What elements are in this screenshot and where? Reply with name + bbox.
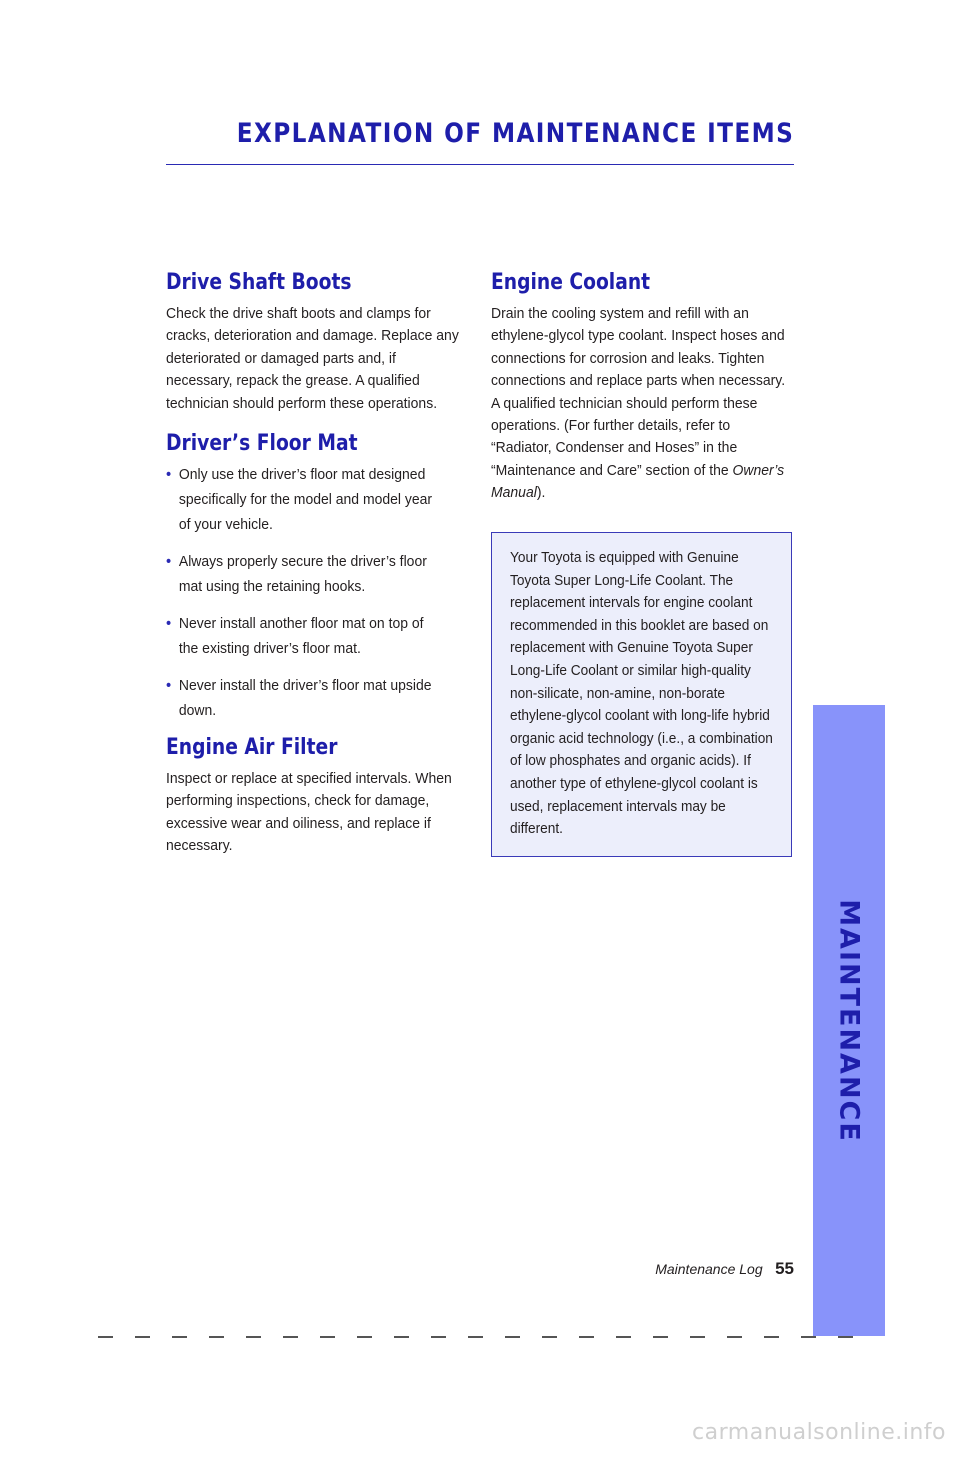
- bullet-icon: •: [166, 677, 172, 695]
- air-filter-text: Inspect or replace at specified intervals. When performing inspections, check for damage, excessive wear and oiliness, and replace if necessary.: [166, 770, 452, 855]
- right-column: [491, 270, 795, 505]
- list-item: • Never install another floor mat on top of the existing driver’s floor mat.: [166, 611, 446, 661]
- drive-shaft-text: Check the drive shaft boots and clamps for cracks, deterioration and damage. Replace any deteriorated or damaged parts and, if necessary, repack the grease. A qualified technician should perform these operations.: [166, 305, 459, 412]
- coolant-heading: Engine Coolant: [491, 270, 651, 295]
- left-column: [166, 270, 466, 858]
- watermark: carmanualsonline.info: [692, 1420, 946, 1445]
- coolant-section: [491, 270, 795, 505]
- manual-title: Owner’s Manual: [491, 461, 785, 502]
- page-footer: [655, 1259, 794, 1279]
- coolant-text: Drain the cooling system and refill with an ethylene-glycol type coolant. Inspect hoses and connections for corrosion and leaks. Tighten connections and replace parts when necessary. A qualified technician should perform these operations. (For further details, refer to “Radiator, Condenser and Hoses” in the “Maintenance and Care” section of the Owner’s Manual).: [491, 305, 786, 502]
- side-tab-label: MAINTENANCE: [833, 898, 865, 1143]
- drive-shaft-heading: Drive Shaft Boots: [166, 270, 352, 295]
- bullet-icon: •: [166, 615, 172, 633]
- section-side-tab: [813, 705, 885, 1336]
- footer-label: Maintenance Log: [655, 1261, 763, 1277]
- floor-mat-heading: Driver’s Floor Mat: [166, 431, 358, 457]
- air-filter-section: [166, 735, 466, 858]
- coolant-note-box: [491, 532, 792, 857]
- air-filter-heading: Engine Air Filter: [166, 735, 338, 761]
- title-rule: [166, 164, 794, 165]
- coolant-note-text: Your Toyota is equipped with Genuine Toyota Super Long-Life Coolant. The replacement intervals for engine coolant recommended in this booklet are based on replacement with Genuine Toyota Super Long-Life Coolant or similar high-quality non-silicate, non-amine, non-borate ethylene-glycol coolant with long-life hybrid organic acid technology (i.e., a combination of low phosphates and organic acids). If another type of ethylene-glycol coolant is used, replacement intervals may be different.: [510, 549, 773, 838]
- list-item: • Always properly secure the driver’s floor mat using the retaining hooks.: [166, 549, 446, 599]
- list-item: • Only use the driver’s floor mat designed specifically for the model and model year of your vehicle.: [166, 462, 446, 537]
- bullet-icon: •: [166, 553, 172, 571]
- floor-mat-list: [166, 462, 466, 723]
- drive-shaft-section: [166, 270, 466, 415]
- crop-marks: [98, 1336, 868, 1338]
- page-title: EXPLANATION OF MAINTENANCE ITEMS: [236, 118, 794, 149]
- list-item: • Never install the driver’s floor mat upside down.: [166, 673, 446, 723]
- page-number: 55: [775, 1259, 794, 1278]
- bullet-icon: •: [166, 466, 172, 484]
- floor-mat-section: [166, 431, 466, 723]
